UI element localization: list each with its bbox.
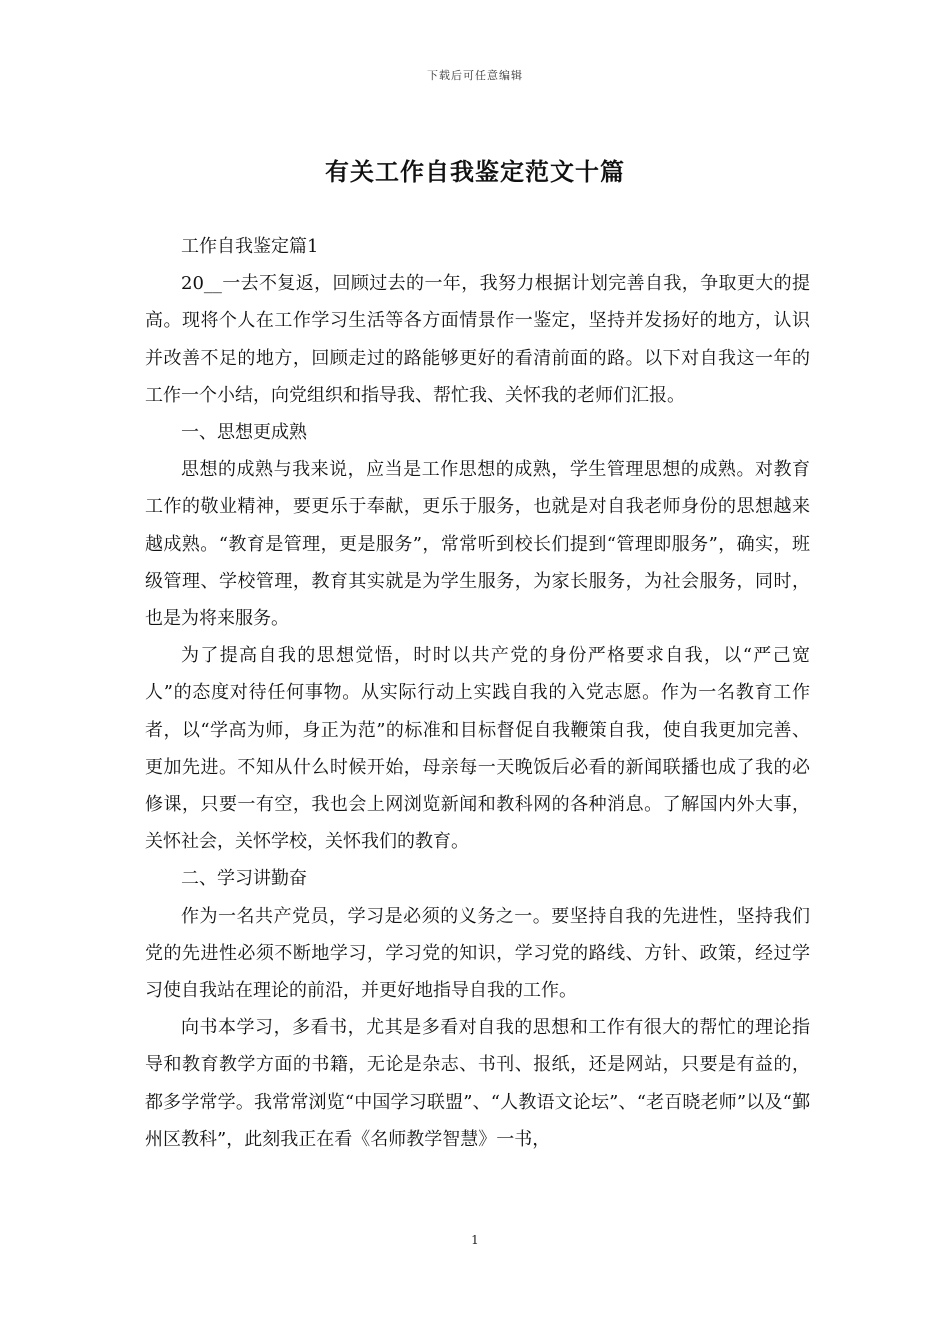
paragraph-intro: 20__一去不复返，回顾过去的一年，我努力根据计划完善自我，争取更大的提高。现将个人在工作学习生活等各方面情景作一鉴定，坚持并发扬好的地方，认识并改善不足的地方，回顾走过的路能够更好的看清前面的路。以下对自我这一年的工作一个小结，向党组织和指导我、帮忙我、关怀我的老师们汇报。 bbox=[145, 273, 810, 406]
section-heading: 工作自我鉴定篇1 bbox=[181, 236, 319, 257]
paragraph-study-books: 向书本学习，多看书，尤其是多看对自我的思想和工作有很大的帮忙的理论指导和教育教学方面的书籍，无论是杂志、书刊、报纸，还是网站，只要是有益的，都多学常学。我常常浏览“中国学习联盟”、“人教语文论坛”、“老百晓老师”以及“鄞州区教科”，此刻我正在看《名师教学智慧》一书， bbox=[145, 1017, 810, 1150]
page-header-note: 下载后可任意编辑 bbox=[427, 69, 523, 82]
subheading-study: 二、学习讲勤奋 bbox=[181, 868, 307, 890]
document-title: 有关工作自我鉴定范文十篇 bbox=[325, 157, 625, 186]
subheading-thought: 一、思想更成熟 bbox=[181, 422, 307, 444]
page-number: 1 bbox=[471, 1233, 479, 1247]
paragraph-thought-maturity: 思想的成熟与我来说，应当是工作思想的成熟，学生管理思想的成熟。对教育工作的敬业精神，要更乐于奉献，更乐于服务，也就是对自我老师身份的思想越来越成熟。“教育是管理，更是服务”，常常听到校长们提到“管理即服务”，确实，班级管理、学校管理，教育其实就是为学生服务，为家长服务，为社会服务，同时，也是为将来服务。 bbox=[145, 459, 810, 630]
paragraph-study-duty: 作为一名共产党员，学习是必须的义务之一。要坚持自我的先进性，坚持我们党的先进性必须不断地学习，学习党的知识，学习党的路线、方针、政策，经过学习使自我站在理论的前沿，并更好地指导自我的工作。 bbox=[145, 905, 810, 1002]
document-body bbox=[145, 228, 810, 1158]
paragraph-thought-awareness: 为了提高自我的思想觉悟，时时以共产党的身份严格要求自我，以“严己宽人”的态度对待任何事物。从实际行动上实践自我的入党志愿。作为一名教育工作者，以“学高为师，身正为范”的标准和目标督促自我鞭策自我，使自我更加完善、更加先进。不知从什么时候开始，母亲每一天晚饭后必看的新闻联播也成了我的必修课，只要一有空，我也会上网浏览新闻和教科网的各种消息。了解国内外大事，关怀社会，关怀学校，关怀我们的教育。 bbox=[145, 645, 810, 853]
